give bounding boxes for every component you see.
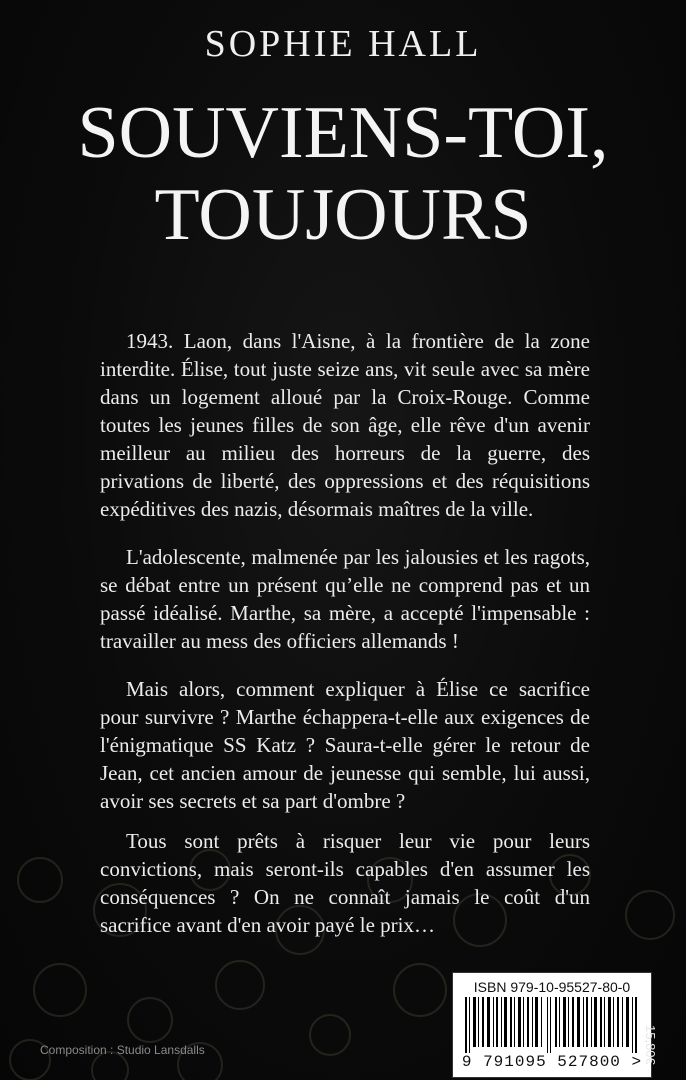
composition-credit: Composition : Studio Lansdalls (40, 1043, 205, 1057)
blurb-paragraph-1: 1943. Laon, dans l'Aisne, à la frontière de la zone interdite. Élise, tout juste seize ans, vit seule avec sa mère dans un logement alloué par la Croix-Rouge. Comme toutes les jeunes filles de son âge, elle rêve d'un avenir meilleur au milieu des horreurs de la guerre, des privations de liberté, des oppressions et des réquisitions expéditives des nazis, désormais maîtres de la ville. (100, 329, 590, 521)
isbn-barcode-box (452, 972, 652, 1078)
price-label: 15,80€ (643, 1025, 658, 1065)
author-name: SOPHIE HALL (204, 23, 482, 65)
blurb-paragraph-2: L'adolescente, malmenée par les jalousies et les ragots, se débat entre un présent qu’elle ne comprend pas et un passé idéalisé. Marthe, sa mère, a accepté l'impensable : travailler au mess des officiers allemands ! (100, 545, 590, 653)
blurb-paragraph-3: Mais alors, comment expliquer à Élise ce sacrifice pour survivre ? Marthe échappera-t-elle aux exigences de l'énigmatique SS Katz ? Saura-t-elle gérer le retour de Jean, cet ancien amour de jeunesse qui semble, lui aussi, avoir ses secrets et sa part d'ombre ? (100, 677, 590, 813)
title-line-2: TOUJOURS (154, 174, 532, 256)
barcode (463, 997, 641, 1053)
barcode-digits: 9 791095 527800 > (461, 1053, 643, 1071)
book-title (0, 92, 686, 256)
blurb-paragraph-4: Tous sont prêts à risquer leur vie pour leurs convictions, mais seront-ils capables d'en assumer les conséquences ? On ne connaît jamais le coût d'un sacrifice avant d'en avoir payé le prix… (100, 829, 590, 937)
isbn-number: ISBN 979-10-95527-80-0 (473, 979, 631, 995)
title-line-1: SOUVIENS-TOI, (77, 92, 609, 174)
